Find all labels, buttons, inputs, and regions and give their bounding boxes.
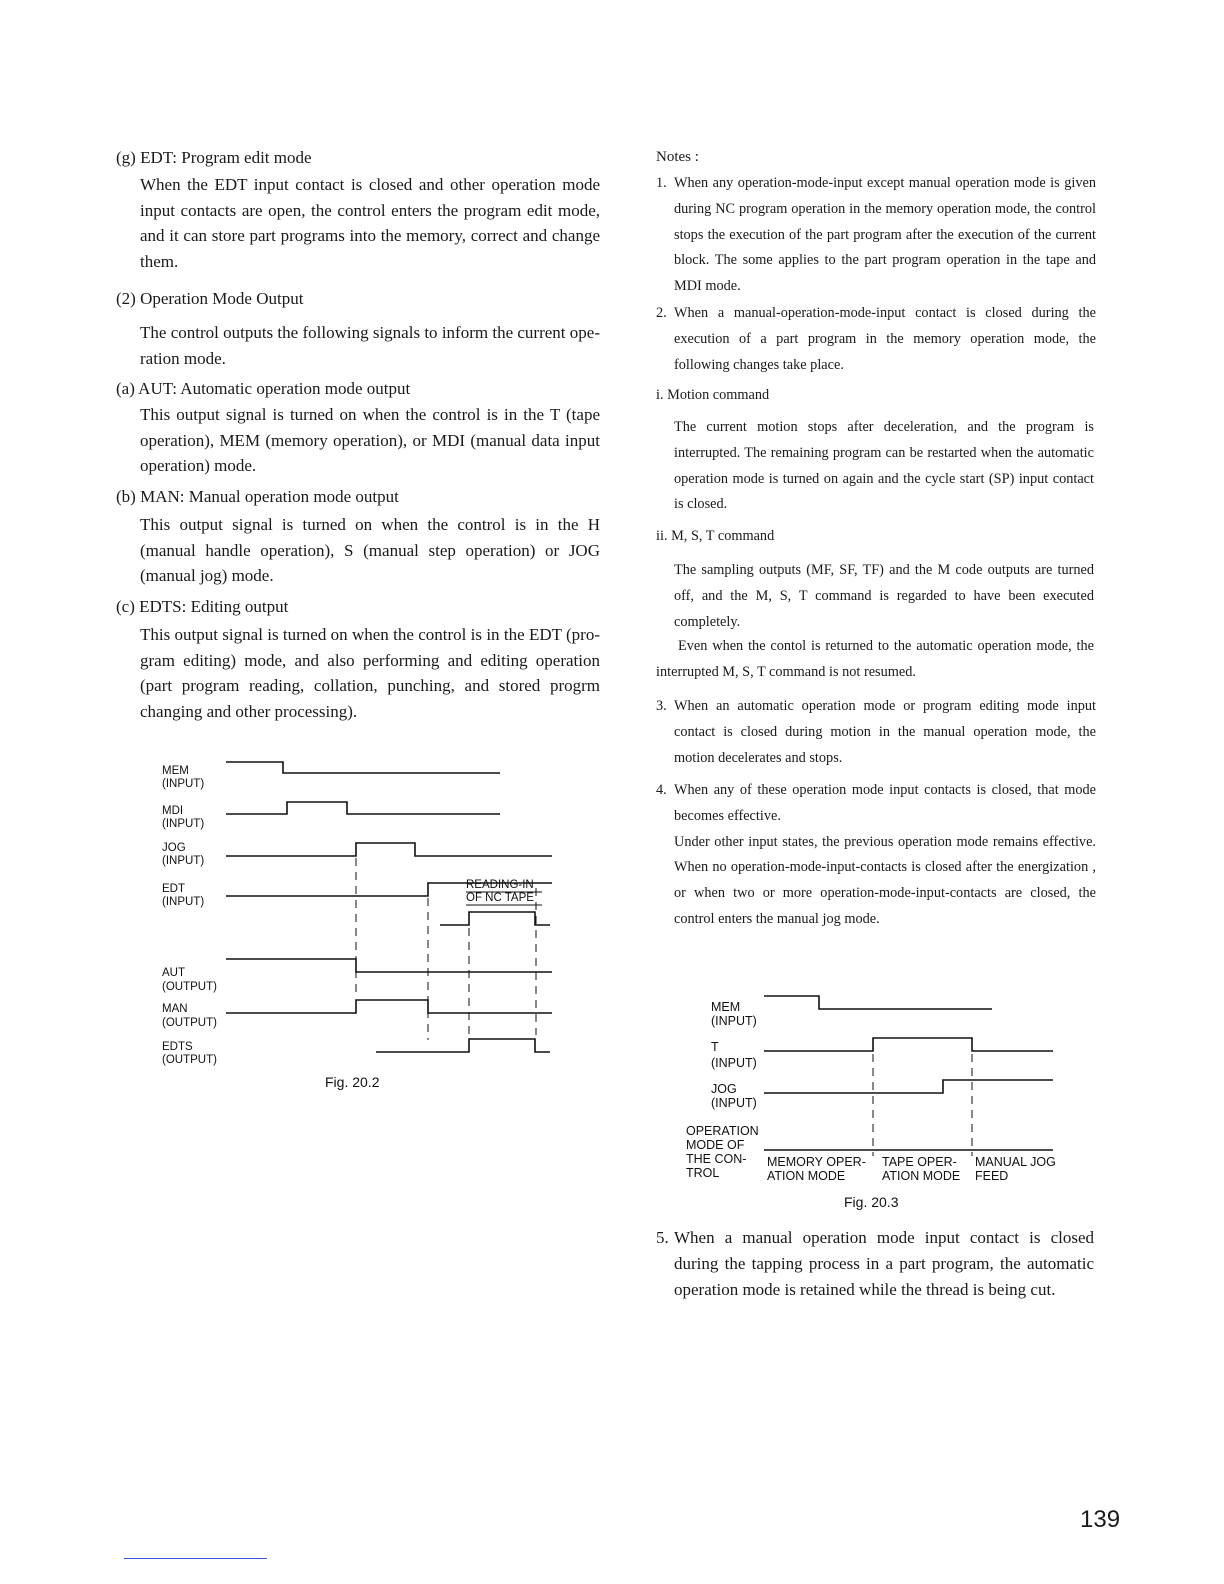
note-body: When a manual operation mode input contact is closed during the tapping process in a part program, the automatic operation mode is retained while the thread is being cut. [674,1228,1094,1299]
signal-label: AUT [162,967,185,979]
signal-label: MDI [162,805,184,817]
mode-tape: ATION MODE [882,1169,961,1183]
signal-label: (OUTPUT) [162,1054,217,1066]
signal-label: (OUTPUT) [162,981,217,993]
t-waveform [764,1038,1053,1051]
mode-memory: MEMORY OPER- [767,1155,866,1169]
mode-jog: MANUAL JOG [975,1155,1056,1169]
signal-label: EDTS [162,1041,193,1053]
jog-waveform [226,843,552,856]
note-1 [656,171,1096,300]
mdi-waveform [226,802,500,814]
note-5 [656,1225,1094,1302]
note-3 [656,694,1096,771]
signal-label: MEM [162,765,189,777]
sub-ii-label: ii. M, S, T command [656,528,775,544]
signal-label: JOG [711,1082,737,1096]
signal-label: (INPUT) [711,1096,757,1110]
signal-kind: (INPUT) [162,778,205,790]
signal-label: JOG [162,842,186,854]
section-g-body: When the EDT input contact is closed and other operation mode input contacts are open, the control enters the program edit mode, and it can store part programs into the memory, correct and change them. [140,175,600,271]
note-4 [656,778,1096,933]
mode-label: OPERATION [686,1124,759,1138]
signal-label: (INPUT) [162,855,205,867]
mem-waveform [226,762,500,773]
fig-20-2-timing-diagram [150,750,570,1095]
note-body: When a manual-operation-mode-input contact is closed during the execution of a part program in the memory operation mode, the following changes take place. [674,305,1096,373]
note-number: 1. [656,175,667,191]
signal-label: (INPUT) [711,1014,757,1028]
mem-waveform [764,996,992,1009]
section-2-body: The control outputs the following signals to inform the current ope-ration mode. [140,323,600,368]
section-2-heading: (2) Operation Mode Output [116,289,304,308]
signal-label: EDT [162,883,185,895]
section-b-body: This output signal is turned on when the control is in the H (manual handle operation), S (manual step operation) or JOG (manual jog) mode. [140,515,600,586]
note-body: Under other input states, the previous operation mode remains effective. When no operation-mode-input-contacts is closed after the energization , or when two or more operation-mode-input-contacts are closed, the control enters the manual jog mode. [674,833,1096,927]
signal-label: MAN [162,1003,188,1015]
section-c-heading: (c) EDTS: Editing output [116,597,289,616]
section-g-heading: (g) EDT: Program edit mode [116,148,312,167]
man-waveform [226,1000,552,1013]
signal-label: (INPUT) [162,896,205,908]
note-number: 2. [656,305,667,321]
mode-memory: ATION MODE [767,1169,846,1183]
section-b-heading: (b) MAN: Manual operation mode output [116,487,399,506]
fig-20-3-caption: Fig. 20.3 [844,1194,899,1210]
note-number: 4. [656,782,667,798]
mode-jog: FEED [975,1169,1009,1183]
note-2 [656,301,1096,378]
note-number: 5. [656,1228,669,1247]
sub-i-label: i. Motion command [656,387,770,403]
signal-label: T [711,1040,719,1054]
signal-label: MEM [711,1000,741,1014]
sub-ii-extra: Even when the contol is returned to the automatic operation mode, the interrupted M, S, T command is not resumed. [656,638,1094,680]
note-number: 3. [656,698,667,714]
note-body: When any operation-mode-input except manual operation mode is given during NC program operation in the memory operation mode, the control stops the execution of the part program after the execution of the current block. The some applies to the part program operation in the tape and MDI mode. [674,175,1096,295]
signal-label: (INPUT) [162,818,205,830]
mode-label: THE CON- [686,1152,747,1166]
signal-label: (OUTPUT) [162,1017,217,1029]
aut-waveform [226,959,552,972]
note-body: When an automatic operation mode or program editing mode input contact is closed during motion in the manual operation mode, the motion decelerates and stops. [674,698,1096,766]
notes-heading: Notes : [656,149,699,165]
section-a-heading: (a) AUT: Automatic operation mode output [116,379,411,398]
mode-tape: TAPE OPER- [882,1155,957,1169]
annotation-nc-tape: OF NC TAPE [466,892,534,904]
page-number: 139 [1080,1506,1121,1533]
footer-rule [124,1558,267,1559]
mode-label: MODE OF [686,1138,745,1152]
section-a-body: This output signal is turned on when the control is in the T (tape operation), MEM (memory operation), or MDI (manual data input operation) mode. [140,405,600,476]
annotation-reading-in: READING-IN [466,879,534,891]
edts-reading-pulse [440,912,550,925]
signal-label: (INPUT) [711,1056,757,1070]
fig-20-2-caption: Fig. 20.2 [325,1074,380,1090]
edts-waveform [376,1039,550,1052]
section-c-body: This output signal is turned on when the control is in the EDT (pro-gram editing) mode, and also performing and editing operation (part program reading, collation, punching, and stored progrm changing and other processing). [140,625,600,721]
fig-20-3-timing-diagram [686,988,1066,1213]
jog-waveform [764,1080,1053,1093]
mode-label: TROL [686,1166,720,1180]
note-body: When any of these operation mode input contacts is closed, that mode becomes effective. [674,782,1096,824]
sub-i-body: The current motion stops after deceleration, and the program is interrupted. The remaining program can be restarted when the automatic operation mode is turned on again and the cycle start (SP) input contact is closed. [674,419,1094,513]
sub-ii-body: The sampling outputs (MF, SF, TF) and the M code outputs are turned off, and the M, S, T command is regarded to have been executed completely. [674,562,1094,630]
